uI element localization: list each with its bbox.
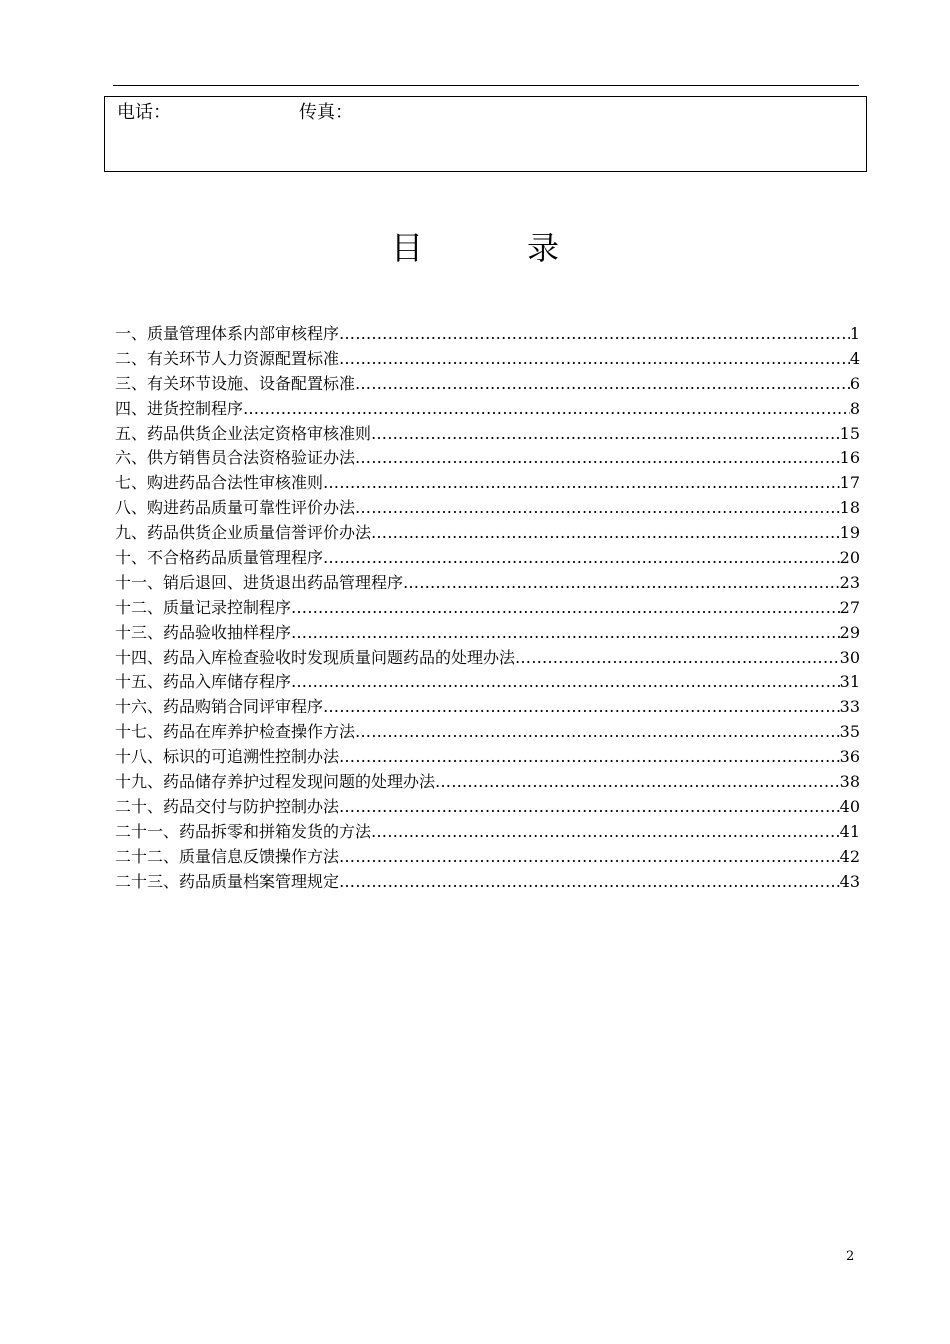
toc-title-first-char: 目: [390, 229, 423, 267]
header-rule: [113, 85, 859, 86]
toc-entry-page: 4: [849, 348, 860, 368]
toc-entry[interactable]: [115, 546, 860, 571]
toc-entry-title: 十九、药品储存养护过程发现问题的处理办法: [115, 772, 436, 792]
toc-entry-page: 29: [839, 622, 860, 642]
toc-dot-leader: [339, 845, 840, 870]
toc-entry[interactable]: [115, 695, 860, 720]
toc-dot-leader: [355, 720, 840, 745]
toc-dot-leader: [515, 646, 840, 671]
toc-entry-title: 二、有关环节人力资源配置标准: [115, 348, 340, 368]
toc-entry-title: 十八、标识的可追溯性控制办法: [115, 747, 340, 767]
toc-dot-leader: [403, 571, 840, 596]
toc-entry-page: 40: [839, 796, 860, 816]
toc-entry-page: 35: [839, 722, 860, 742]
contact-box: [104, 96, 867, 172]
toc-entry-title: 一、质量管理体系内部审核程序: [115, 324, 340, 343]
toc-entry-title: 七、购进药品合法性审核准则: [115, 473, 324, 493]
toc-dot-leader: [339, 745, 840, 770]
toc-dot-leader: [323, 546, 840, 571]
toc-entry-page: 15: [839, 423, 860, 443]
toc-dot-leader: [371, 820, 840, 845]
toc-entry-page: 31: [839, 672, 860, 692]
toc-entry-title: 十一、销后退回、进货退出药品管理程序: [115, 572, 404, 592]
toc-entry-page: 30: [839, 647, 860, 667]
toc-entry[interactable]: [115, 397, 860, 422]
toc-entry[interactable]: [115, 496, 860, 521]
toc-dot-leader: [291, 596, 840, 621]
toc-entry-title: 二十二、质量信息反馈操作方法: [115, 846, 340, 866]
toc-title-second-char: 录: [527, 229, 560, 267]
toc-entry-title: 二十一、药品拆零和拼箱发货的方法: [115, 821, 372, 841]
toc-entry-page: 6: [849, 373, 860, 393]
toc-entry[interactable]: [115, 770, 860, 795]
toc-entry-title: 六、供方销售员合法资格验证办法: [115, 448, 356, 468]
toc-entry-page: 17: [839, 473, 860, 493]
toc-entry-title: 三、有关环节设施、设备配置标准: [115, 373, 356, 393]
toc-entry[interactable]: [115, 621, 860, 646]
toc-entry-page: 41: [839, 821, 860, 841]
toc-entry[interactable]: [115, 870, 860, 895]
toc-entry-title: 十四、药品入库检查验收时发现质量问题药品的处理办法: [115, 647, 516, 667]
toc-dot-leader: [291, 621, 840, 646]
toc-dot-leader: [323, 471, 840, 496]
toc-entry[interactable]: [115, 820, 860, 845]
toc-dot-leader: [339, 870, 840, 895]
toc-list: [115, 322, 860, 894]
fax-label: 传真：: [299, 102, 353, 123]
toc-dot-leader: [435, 770, 840, 795]
toc-entry-page: 42: [839, 846, 860, 866]
toc-entry[interactable]: [115, 347, 860, 372]
toc-entry-title: 二十三、药品质量档案管理规定: [115, 871, 340, 891]
toc-dot-leader: [339, 322, 850, 347]
toc-title: [0, 226, 950, 270]
toc-entry-page: 19: [839, 523, 860, 543]
toc-entry-page: 23: [839, 572, 860, 592]
toc-entry-title: 十、不合格药品质量管理程序: [115, 548, 324, 568]
toc-entry-page: 1: [849, 324, 860, 343]
toc-entry-page: 8: [849, 398, 860, 418]
toc-entry-title: 十六、药品购销合同评审程序: [115, 697, 324, 717]
toc-entry-title: 十三、药品验收抽样程序: [115, 622, 292, 642]
toc-entry[interactable]: [115, 646, 860, 671]
toc-entry[interactable]: [115, 521, 860, 546]
toc-entry[interactable]: [115, 446, 860, 471]
toc-dot-leader: [291, 670, 840, 695]
toc-entry[interactable]: [115, 845, 860, 870]
toc-entry-title: 十五、药品入库储存程序: [115, 672, 292, 692]
toc-entry-title: 九、药品供货企业质量信誉评价办法: [115, 523, 372, 543]
toc-dot-leader: [355, 496, 840, 521]
toc-entry-title: 二十、药品交付与防护控制办法: [115, 796, 340, 816]
toc-dot-leader: [355, 446, 840, 471]
page-number: 2: [846, 1249, 855, 1264]
toc-dot-leader: [323, 695, 840, 720]
toc-entry[interactable]: [115, 745, 860, 770]
toc-entry-page: 18: [839, 498, 860, 518]
toc-dot-leader: [243, 397, 850, 422]
toc-entry-page: 43: [839, 871, 860, 891]
toc-entry-title: 八、购进药品质量可靠性评价办法: [115, 498, 356, 518]
toc-entry-title: 十七、药品在库养护检查操作方法: [115, 722, 356, 742]
toc-entry[interactable]: [115, 795, 860, 820]
toc-entry-page: 33: [839, 697, 860, 717]
toc-entry[interactable]: [115, 670, 860, 695]
toc-entry-page: 20: [839, 548, 860, 568]
toc-entry[interactable]: [115, 596, 860, 621]
toc-dot-leader: [339, 347, 850, 372]
toc-entry-page: 36: [839, 747, 860, 767]
toc-entry[interactable]: [115, 422, 860, 447]
toc-entry[interactable]: [115, 372, 860, 397]
toc-entry-title: 四、进货控制程序: [115, 398, 244, 418]
toc-dot-leader: [371, 521, 840, 546]
toc-entry-title: 十二、质量记录控制程序: [115, 597, 292, 617]
toc-dot-leader: [355, 372, 850, 397]
toc-dot-leader: [339, 795, 840, 820]
toc-entry[interactable]: [115, 571, 860, 596]
toc-entry[interactable]: [115, 720, 860, 745]
toc-entry[interactable]: [115, 471, 860, 496]
toc-entry-page: 16: [839, 448, 860, 468]
toc-entry-page: 27: [839, 597, 860, 617]
phone-label: 电话：: [117, 102, 171, 123]
toc-dot-leader: [371, 422, 840, 447]
toc-entry-title: 五、药品供货企业法定资格审核准则: [115, 423, 372, 443]
toc-entry[interactable]: [115, 322, 860, 347]
toc-entry-page: 38: [839, 772, 860, 792]
